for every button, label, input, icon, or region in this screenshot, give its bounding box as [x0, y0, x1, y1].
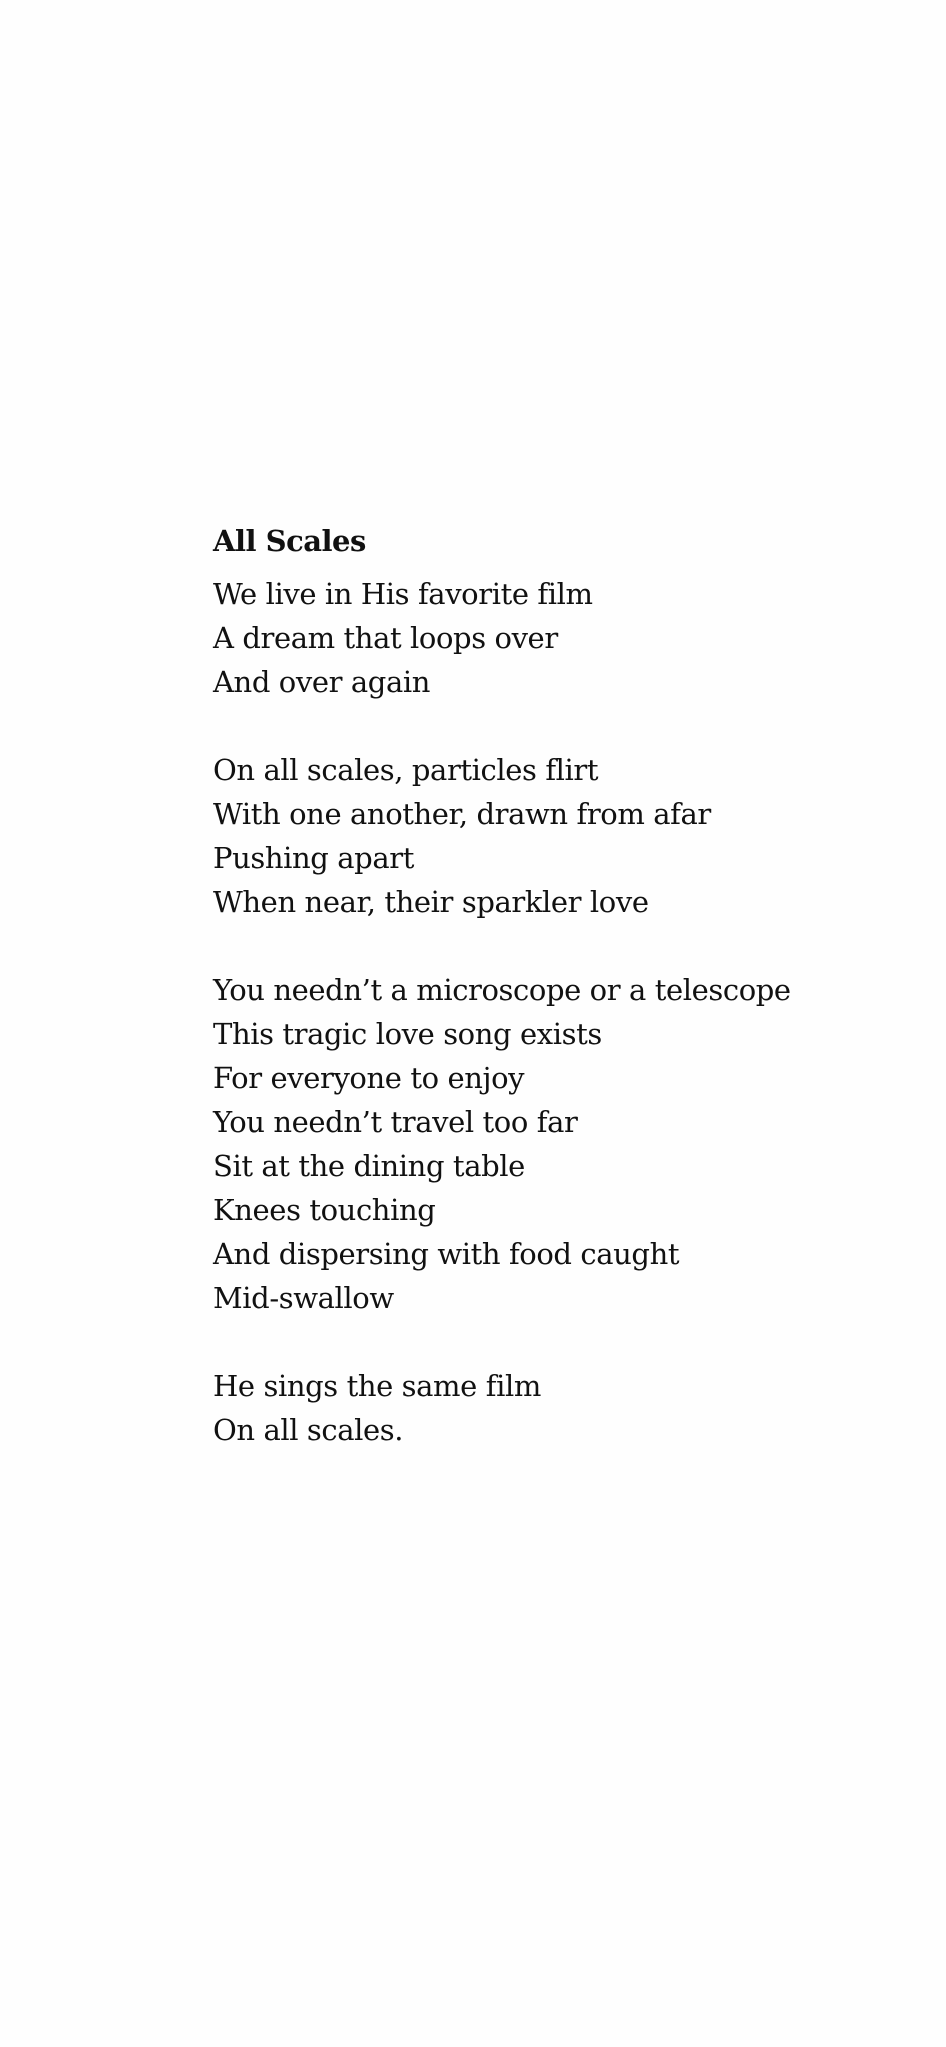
poem: [213, 516, 913, 1496]
poem-line: Pushing apart: [213, 841, 414, 875]
poem-line: We live in His favorite film: [213, 577, 593, 611]
stanza-3: [213, 968, 913, 1320]
poem-line: On all scales, particles flirt: [213, 753, 599, 787]
poem-line: You needn’t travel too far: [213, 1105, 578, 1139]
stanza-1: [213, 572, 913, 704]
poem-line: This tragic love song exists: [213, 1017, 602, 1051]
poem-line: And dispersing with food caught: [213, 1237, 680, 1271]
poem-line: Sit at the dining table: [213, 1149, 525, 1183]
poem-line: Knees touching: [213, 1193, 436, 1227]
poem-line: A dream that loops over: [213, 621, 558, 655]
stanza-2: [213, 748, 913, 924]
poem-line: With one another, drawn from afar: [213, 797, 711, 831]
poem-line: On all scales.: [213, 1413, 404, 1447]
poem-line: Mid-swallow: [213, 1281, 394, 1315]
poem-line: He sings the same film: [213, 1369, 541, 1403]
poem-line: When near, their sparkler love: [213, 885, 649, 919]
poem-line: And over again: [213, 665, 430, 699]
stanza-4: [213, 1364, 913, 1452]
poem-line: For everyone to enjoy: [213, 1061, 525, 1095]
poem-title: All Scales: [213, 524, 366, 558]
poem-line: You needn’t a microscope or a telescope: [213, 973, 791, 1007]
